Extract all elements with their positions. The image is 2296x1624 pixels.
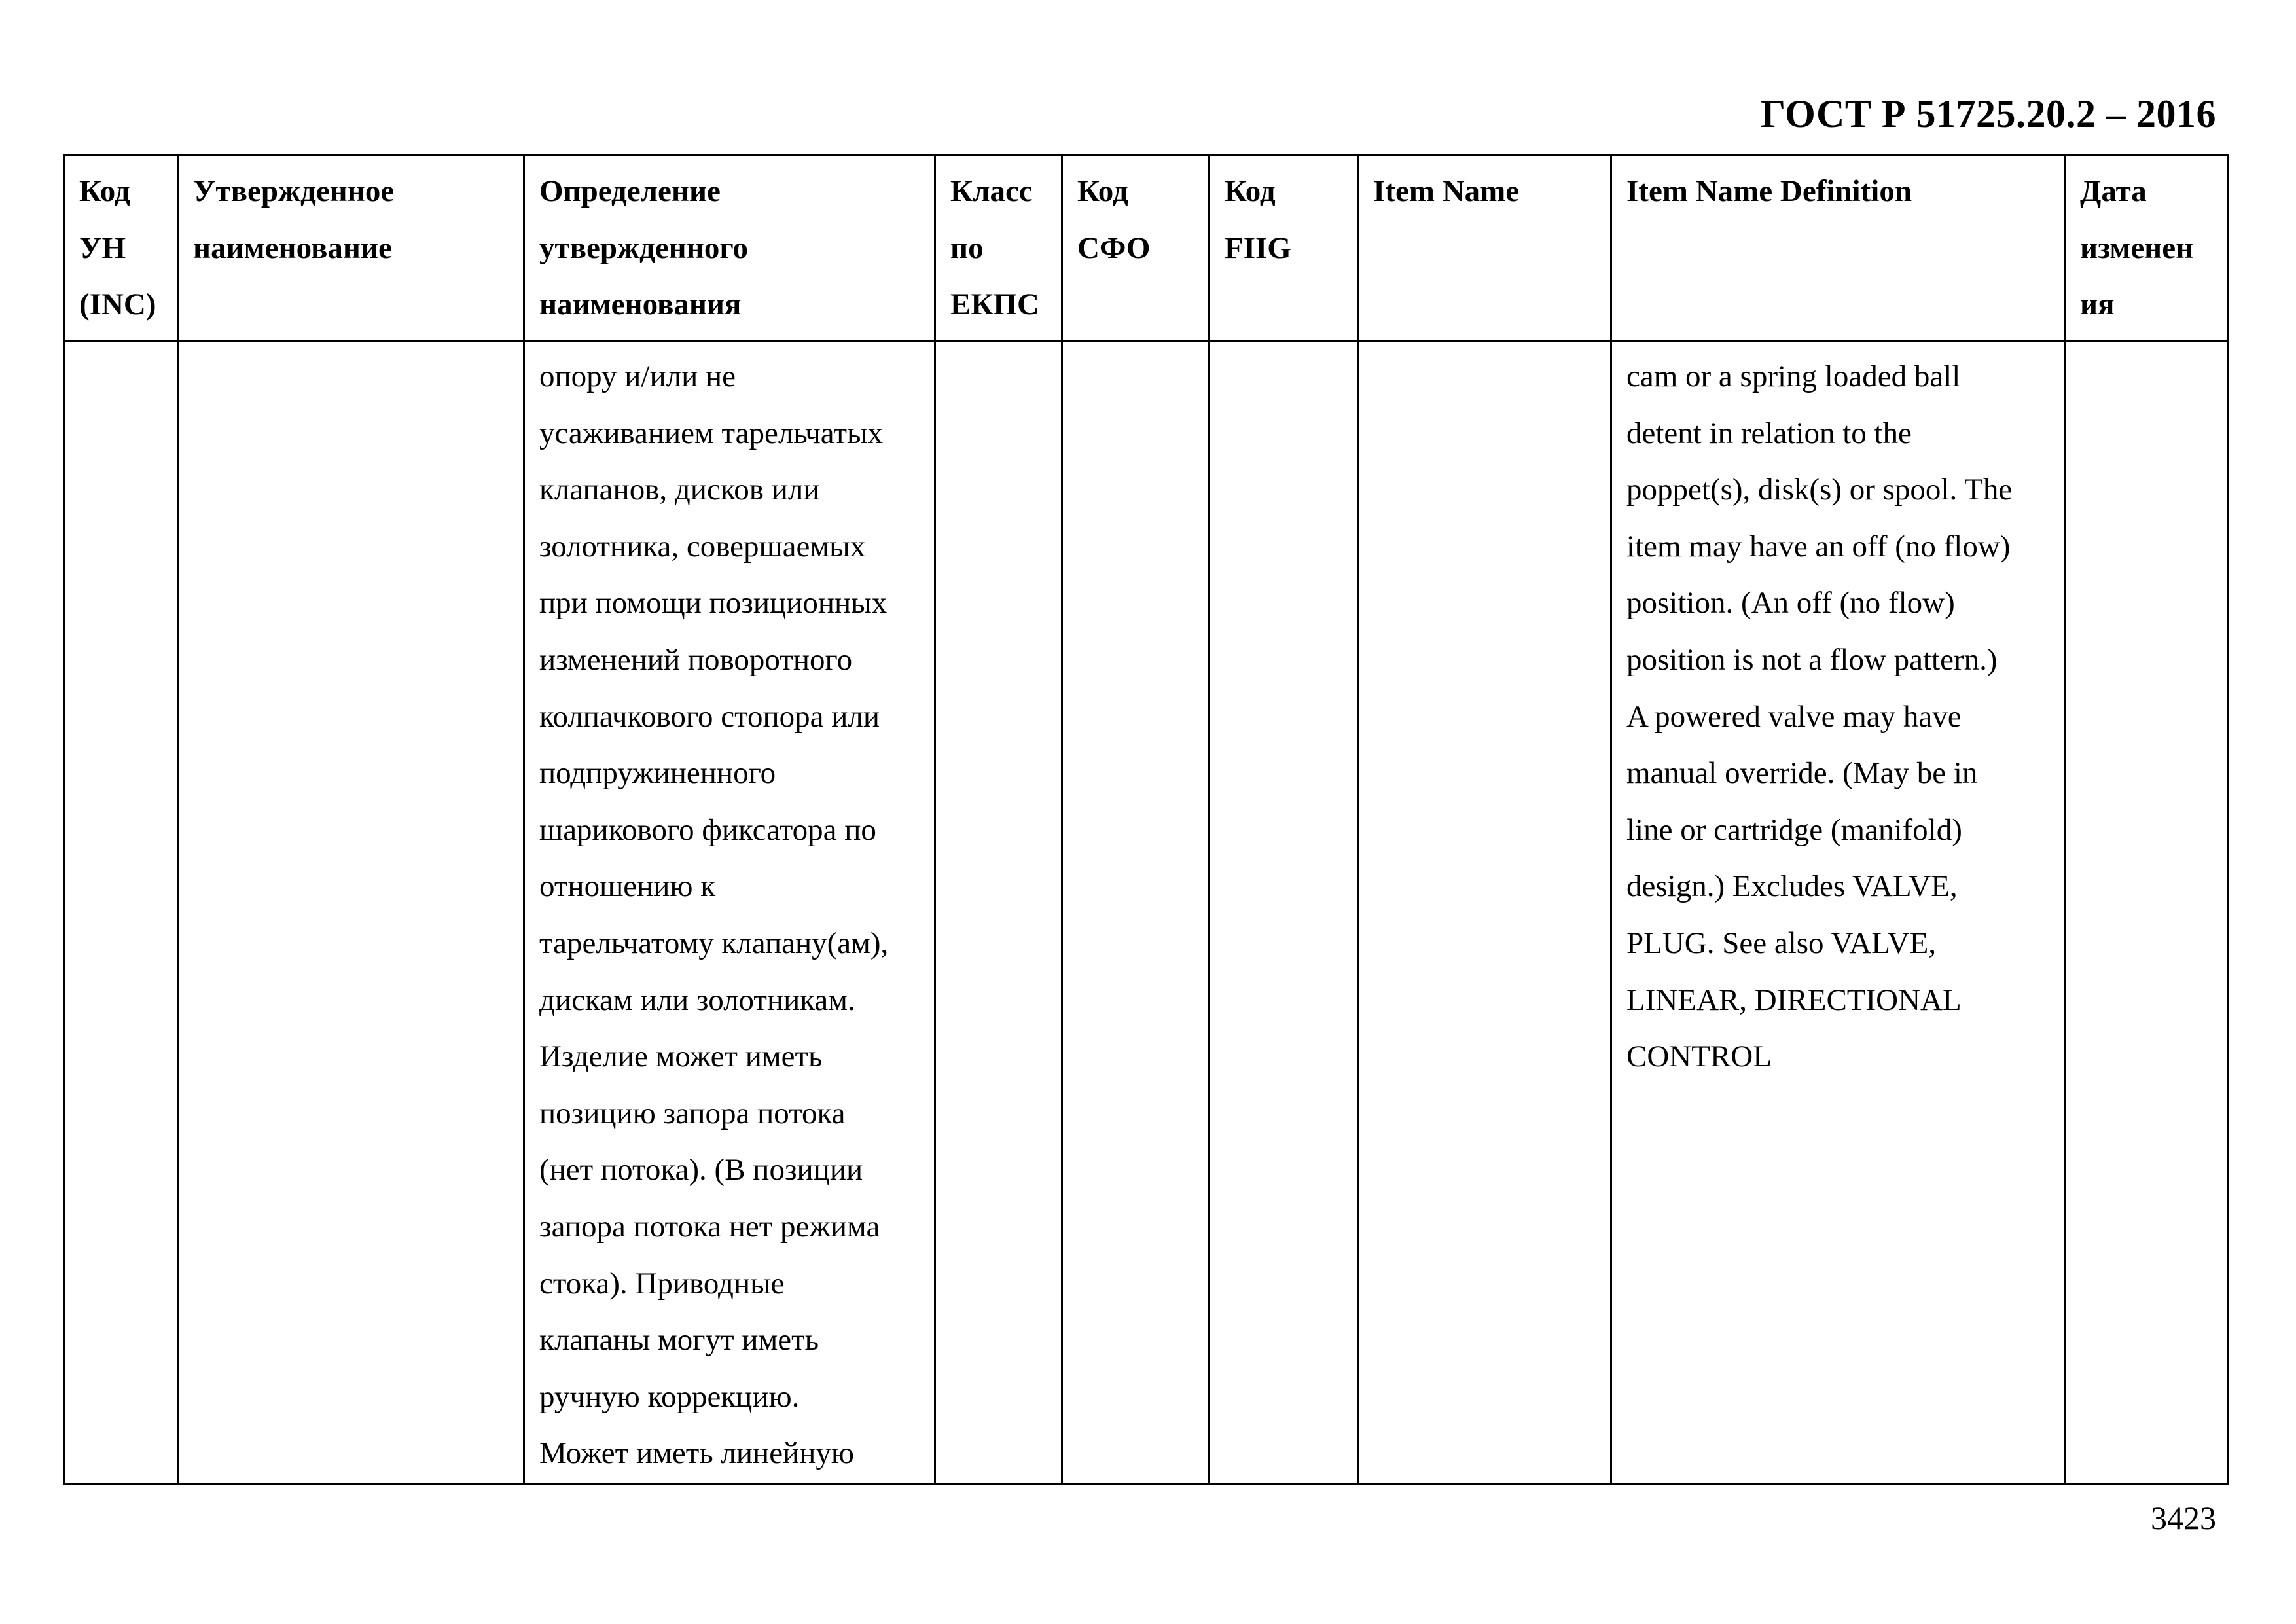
cell-text-line: PLUG. See also VALVE,	[1626, 926, 1937, 960]
cell-text-line: золотника, совершаемых	[539, 529, 866, 564]
cell-text-line: при помощи позиционных	[539, 586, 888, 621]
cell-text-line: колпачкового стопора или	[539, 699, 880, 734]
cell-text-line: manual override. (May be in	[1626, 756, 1978, 791]
cell-text-line: design.) Excludes VALVE,	[1626, 869, 1958, 904]
table-header-row	[64, 156, 2228, 341]
cell-text-line: line or cartridge (manifold)	[1626, 812, 1962, 847]
catalog-table	[63, 154, 2229, 1485]
cell-text-line: poppet(s), disk(s) or spool. The	[1626, 473, 2013, 507]
cell-text-line: A powered valve may have	[1626, 699, 1962, 734]
cell-text-line: усаживанием тарельчатых	[539, 416, 884, 450]
cell-text-line: position is not a flow pattern.)	[1626, 642, 1998, 677]
cell-text-line: CONTROL	[1626, 1039, 1772, 1074]
document-code: ГОСТ Р 51725.20.2 – 2016	[1760, 92, 2216, 135]
cell-text-line: опору и/или не	[539, 359, 736, 393]
cell-text-line: Может иметь линейную	[539, 1436, 854, 1471]
cell-text-line: ручную коррекцию.	[539, 1379, 800, 1414]
cell-text-line: изменений поворотного	[539, 642, 853, 677]
cell-approved-name	[178, 341, 524, 1485]
cell-text-line: position. (An off (no flow)	[1626, 586, 1955, 621]
cell-text-line: cam or a spring loaded ball	[1626, 359, 1961, 393]
cell-text-line: (нет потока). (В позиции	[539, 1153, 863, 1187]
cell-item-name	[1358, 341, 1611, 1485]
header-definition: Определение утвержденного наименования	[524, 156, 935, 341]
cell-item-name-definition	[1611, 341, 2065, 1485]
header-sfo-code: Код СФО	[1062, 156, 1210, 341]
cell-fiig-code	[1210, 341, 1358, 1485]
header-item-name-definition: Item Name Definition	[1611, 156, 2065, 341]
cell-text-line: Изделие может иметь	[539, 1039, 823, 1074]
cell-inc	[64, 341, 178, 1485]
cell-text-line: запора потока нет режима	[539, 1209, 880, 1244]
header-fiig-code: Код FIIG	[1210, 156, 1358, 341]
cell-text-line: detent in relation to the	[1626, 416, 1912, 450]
cell-text-line: отношению к	[539, 869, 716, 904]
table-row	[64, 341, 2228, 1485]
cell-text-line: шарикового фиксатора по	[539, 812, 876, 847]
cell-text-line: позицию запора потока	[539, 1096, 846, 1130]
cell-text-line: клапанов, дисков или	[539, 473, 820, 507]
cell-text-line: подпружиненного	[539, 756, 776, 791]
header-inc: Код УН (INC)	[64, 156, 178, 341]
header-item-name: Item Name	[1358, 156, 1611, 341]
cell-definition	[524, 341, 935, 1485]
cell-text-line: тарельчатому клапану(ам),	[539, 926, 889, 960]
header-change-date: Дата изменен ия	[2065, 156, 2228, 341]
cell-ekps-class	[935, 341, 1062, 1485]
cell-text-line: item may have an off (no flow)	[1626, 529, 2011, 564]
cell-text-line: LINEAR, DIRECTIONAL	[1626, 983, 1962, 1017]
cell-text-line: дискам или золотникам.	[539, 983, 855, 1017]
cell-change-date	[2065, 341, 2228, 1485]
cell-text-line: клапаны могут иметь	[539, 1323, 819, 1358]
header-approved-name: Утвержденное наименование	[178, 156, 524, 341]
header-ekps-class: Класс по ЕКПС	[935, 156, 1062, 341]
cell-sfo-code	[1062, 341, 1210, 1485]
cell-text-line: стока). Приводные	[539, 1266, 785, 1301]
page-number: 3423	[2151, 1500, 2216, 1536]
